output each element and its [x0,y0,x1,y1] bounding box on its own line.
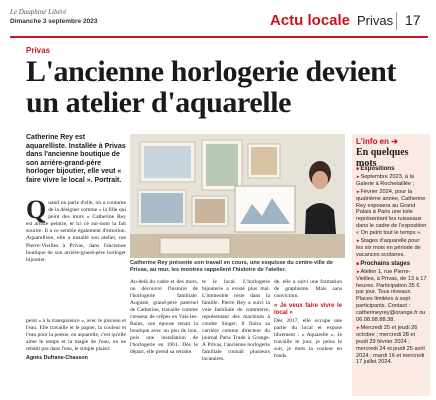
column-3-text: Dès 2017, elle occupe une partie du local et expose librement : « Aquarelle ». Je travaille le jour, je peins le soir, je mets la couleur en fonds. [274,318,342,359]
article-lead: Catherine Rey est aquarelliste. Installée à Privas dans l'ancienne boutique de son arrière-grand-père horloger bijoutier, elle veut « faire vivre le local ». Portrait. [26,134,126,184]
article-kicker: Privas [26,46,51,55]
header-rule [10,36,428,38]
column-2-text: te le local. L'horlogerie bijouterie a existé plus mal. L'immeuble reste dans la famille. Pierre Rey a suivi la voie familiale du commerce, représentant des machines à coudre Singer, il finira sa carrière comme directeur du journal Paris Trade à Grange. À Privas, l'ancienne horlogerie familiale connaît plusieurs locataires. [202,279,270,362]
info-section-expositions: ■ Expositions [356,166,428,173]
info-box-body [356,164,428,367]
column-3-intro: de, elle a suivi une formation de graphisme. Mais sans conviction. [274,279,342,299]
page-number: 17 [405,12,421,28]
page-header [0,0,436,40]
author-signature: Agnès Dufrane-Chasson [26,355,88,361]
article-column-3 [274,279,342,360]
info-line: ► Septembre 2023, à la Galerie à Rochetaillée ; [356,174,428,188]
info-box-title: En quelques mots [356,147,409,169]
photo-illustration [130,134,345,258]
article-headline: L'ancienne horlogerie devient un atelier d'aquarelle [26,55,397,119]
header-divider [396,12,397,30]
info-box [352,134,430,396]
info-line: ► Mercredi 25 et jeudi 26 octobre ; mercredi 28 et jeudi 29 février 2024 ; mercredi 24 et jeudi 25 avril 2024 ; mardi 16 et mercredi 17 juillet 2024. [356,325,428,366]
article-column-1 [130,279,198,356]
article-column-2 [202,279,270,363]
info-line: ► Atelier 1, rue Pierre-Vieilles, à Privas, de 13 à 17 heures. Participation 35 € par jour. Tous niveaux. Places limitées à sept participants. Contact : catherineyrey@orange.fr ou 06.08.98.88.38. [356,269,428,324]
section-title: Actu locale [270,12,351,29]
article-column-4 [26,318,126,362]
article-intro [26,195,126,264]
publication-date: Dimanche 3 septembre 2023 [10,18,98,25]
publication-info [10,8,97,26]
column-1-text: Au-delà du cadre et des murs, on découvre l'histoire de l'horlogerie familiale. Auguste, grand-père paternel de Catherine, travaille comme cresseur de crêpes en Vals-les-Bains, son épouse tenait la boutique avec un peu de tout, puis une installation de l'horlogerie en 1961. Dès le départ, elle prend sa retraite. [130,279,198,355]
photo-caption: Catherine Rey présente son travail en cours, une esquisse du centre-ville de Privas, au mur, les montres rappellent l'histoire de l'atelier. [130,260,334,273]
info-box-tag: L'info en ➔ [356,137,398,146]
article-photo [130,134,345,258]
section-city: Privas [357,13,394,28]
info-line: ► Février 2024, pour la quatrième année, Catherine Rey exposera au Grand Palais à Paris une toile représentant les ruisseaux dans le cadre de l'exposition « On peint tout le temps ». [356,189,428,237]
publication-name: Le Dauphiné Libéré [10,8,67,16]
column-4-text: peint « à la transparence », avec le pinceau et l'eau. Elle travaille et le papier, la couleur et l'eau pour la poésie, en aquarelle, c'est qu'elle aime le temps et la magie de l'eau, on ne rebâtit pas dans l'eau, le simple plaisir. [26,318,126,352]
info-section-stages: ■ Prochains stages [356,261,428,268]
info-line: ► Stages d'aquarelle pour les six mois en période de vacances scolaires. [356,238,428,259]
column-3-subheading: « Je veux faire vivre le local » [274,303,342,316]
drop-cap: Q [26,195,47,224]
article-intro-text: uand on parle d'elle, on a coutume de la désigner comme « la fille qui peint des murs » Catherine Rey est artiste peintre, et ici ce sur-nom la fait sourire. Il a ce semble également d'émotion. Aquarelliste, elle a installé son atelier, rue Pierre-Vieilles à Privas, dans l'ancienne boutique de son arrière-grand-père horloger bijoutier. [26,200,126,263]
